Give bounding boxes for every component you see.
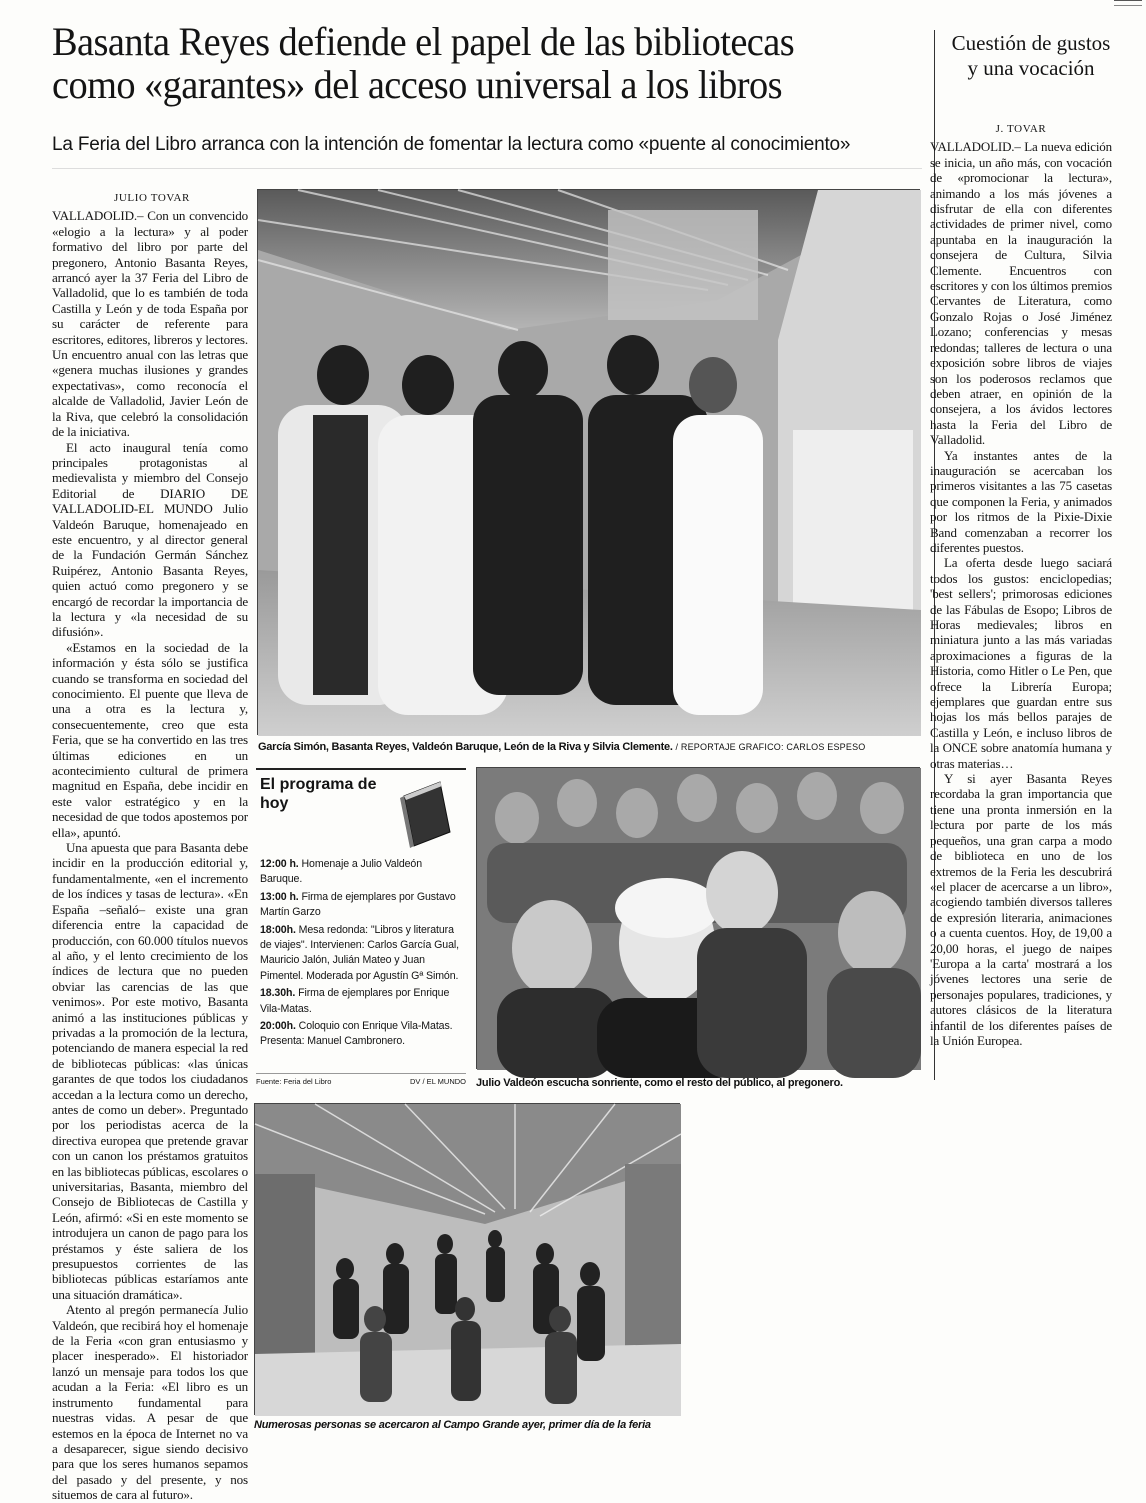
programa-item: 18.30h. Firma de ejemplares por Enrique Vila-Matas. — [260, 987, 450, 1015]
audience-photo-image — [477, 768, 921, 1070]
byline: JULIO TOVAR — [114, 192, 190, 204]
article-paragraph: «Estamos en la sociedad de la información y ésta sólo se justifica cuando se transforma en sociedad del conocimiento. El puente que lleva de una a otra es la lectura y, consecuentemente, creo que esta Feria, que se ha convertido en las tres últimas ediciones en un acontecimiento cultural de primera magnitud en España, debe incidir en este valor estratégico y en la necesidad de que todos apostemos por ella», apuntó. — [52, 639, 248, 840]
main-photo — [257, 189, 920, 735]
main-photo-caption-text: García Simón, Basanta Reyes, Valdeón Baruque, León de la Riva y Silvia Clemente. — [258, 741, 673, 753]
audience-photo-caption: Julio Valdeón escucha sonriente, como el resto del público, al pregonero. — [476, 1077, 843, 1089]
sidebar-title: Cuestión de gustos y una vocación — [951, 31, 1111, 80]
crowd-photo-caption: Numerosas personas se acercaron al Campo Grande ayer, primer día de la feria — [254, 1419, 651, 1431]
article-paragraph: El acto inaugural tenía como principales protagonistas al medievalista y miembro del Consejo Editorial de DIARIO DE VALLADOLID-EL MUNDO Julio Valdeón Baruque, homenajeado en este encuentro, y al director general de la Fundación Germán Sánchez Ruipérez, Antonio Basanta Reyes, quien actuó como pregonero y se encargó de recordar la importancia de la lectura y «la necesidad de su difusión». — [52, 439, 248, 640]
programa-source: Fuente: Feria del Libro — [256, 1077, 332, 1086]
sidebar-paragraph: VALLADOLID.– La nueva edición se inicia, un año más, con vocación de «promocionar la lectura», animando a los más jóvenes a disfrutar de ella con diferentes actividades de primer nivel, como apuntaba en la inauguración la consejera de Cultura, Silvia Clemente. Encuentros con escritores y con los últimos premios Cervantes de Literatura, como Gonzalo Rojas o José Jiménez Lozano; conferencias y mesas redondas; talleres de lectura o una exposición sobre libros de viajes son los poderosos reclamos que deben atraer, en opinión de la consejera, a los ávidos lectores hasta la Feria del Libro de Valladolid. — [930, 139, 1112, 448]
sidebar-column — [930, 122, 1112, 1082]
book-icon — [396, 778, 456, 850]
sidebar-byline: J. TOVAR — [995, 123, 1047, 135]
programa-footer — [256, 1073, 466, 1086]
sidebar-paragraph: La oferta desde luego saciará todos los gustos: enciclopedias; 'best sellers'; primorosas ediciones de las Fábulas de Esopo; Libros de Horas medievales; libros en miniatura junto a las más variadas aproximaciones a figuras de la Historia, como Hitler o Le Pen, que ofrece la Librería Europa; ejemplares que guardan entre sus hojas los más bellos parajes de Castilla y León, e incluso libros de la ONCE sobre anatomía humana y otras materias… — [930, 555, 1112, 771]
programa-item: 12:00 h. Homenaje a Julio Valdeón Baruque. — [260, 858, 422, 886]
programa-list — [260, 857, 466, 1050]
headline: Basanta Reyes defiende el papel de las bibliotecas como «garantes» del acceso universal a los libros — [52, 19, 795, 107]
main-photo-caption — [258, 740, 866, 754]
sidebar-paragraph: Ya instantes antes de la inauguración se acercaban los primeros visitantes a las 75 casetas que componen la Feria, y animados por los ritmos de la Pixie-Dixie Band comenzaban a recorrer los diferentes puestos. — [930, 447, 1112, 555]
main-photo-image — [258, 190, 921, 736]
article-column-1 — [52, 191, 248, 1503]
audience-photo — [476, 767, 920, 1069]
crowd-photo-image — [255, 1104, 681, 1416]
article-paragraph: Atento al pregón permanecía Julio Valdeón, que recibirá hoy el homenaje de la Feria «con gran entusiasmo y placer inesperado». El historiador lanzó un mensaje para todos los que acudan a la Feria: «El libro es un instrumento fundamental para nuestras vidas. A pesar de que estemos en la época de Internet no va a desaparecer, sigue siendo decisivo para que los seres humanos sepamos del pasado y del presente, y nos situemos de cara al futuro». — [52, 1302, 248, 1503]
page-corner-mark — [1114, 0, 1142, 6]
article-paragraph: VALLADOLID.– Con un convencido «elogio a la lectura» y al poder formativo del libro por parte del pregonero, Antonio Basanta Reyes, arrancó ayer la 37 Feria del Libro de Valladolid, que lo es también de toda Castilla y León y de toda España por su carácter de referente para escritores, editores, libreros y lectores. Un encuentro anual con las letras que «genera muchas ilusiones y grandes expectativas», como reconocía el alcalde de Valladolid, Javier León de la Riva, que celebró la consolidación de la iniciativa. — [52, 208, 248, 440]
programa-item: 18:00h. Mesa redonda: "Libros y literatura de viajes". Intervienen: Carlos García Gual, Mauricio Jalón, Julián Mateo y Juan Pimentel. Moderada por Agustín Gª Simón. — [260, 923, 459, 982]
sidebar-paragraph: Y si ayer Basanta Reyes recordaba la gran importancia que tiene una pronta inmersión en la lectura por parte de los más pequeños, una gran carpa a modo de biblioteca en uno de los extremos de la Feria les descubrirá «el placer de acercarse a un libro», acogiendo también diversos talleres de expresión literaria, animaciones o a cuenta cuentos. Hoy, de 19,00 a 20,00 horas, el juego de naipes 'Europa a la carta' mostrará a los jóvenes lectores una serie de personajes populares, tradiciones, y autores clásicos de la literatura infantil de los diferentes países de la Unión Europea. — [930, 771, 1112, 1048]
programa-box — [256, 768, 466, 1086]
subheadline-rule — [52, 168, 922, 169]
programa-item: 13:00 h. Firma de ejemplares por Gustavo Martín Garzo — [260, 890, 456, 919]
subheadline: La Feria del Libro arranca con la intención de fomentar la lectura como «puente al conocimiento» — [52, 134, 851, 155]
programa-item: 20:00h. Coloquio con Enrique Vila-Matas. Presenta: Manuel Cambronero. — [260, 1020, 453, 1048]
programa-title: El programa de hoy — [260, 776, 377, 812]
article-paragraph: Una apuesta que para Basanta debe incidir en la producción editorial y, fundamentalmente, «en el incremento de los índices y tasas de lectura». «En España –señaló– existe una gran diferencia entre la capacidad de producción, con 60.000 títulos nuevos al año, y el lento crecimiento de los índices de lectura que no pueden obviar las carencias de las que venimos». Por este motivo, Basanta animó a las instituciones públicas y privadas a la promoción de la lectura, potenciando de manera especial la red de bibliotecas públicas: «las únicas garantes de que todos los ciudadanos accedan a la lectura como un derecho, antes de como un deber». Preguntado por los periodistas acerca de la directiva europea que pretende gravar con un canon los préstamos gratuitos en las bibliotecas públicas, escolares o universitarias, Basanta, miembro del Consejo de Bibliotecas de Castilla y León, afirmó: «Si en este momento se introdujera un canon de pago para los préstamos y éste saliera de los presupuestos corrientes de las bibliotecas públicas estaríamos ante una situación dramática». — [52, 840, 248, 1302]
photo-credit: / REPORTAJE GRAFICO: CARLOS ESPESO — [675, 742, 866, 752]
crowd-photo — [254, 1103, 680, 1415]
programa-graphic-credit: DV / EL MUNDO — [410, 1077, 466, 1086]
